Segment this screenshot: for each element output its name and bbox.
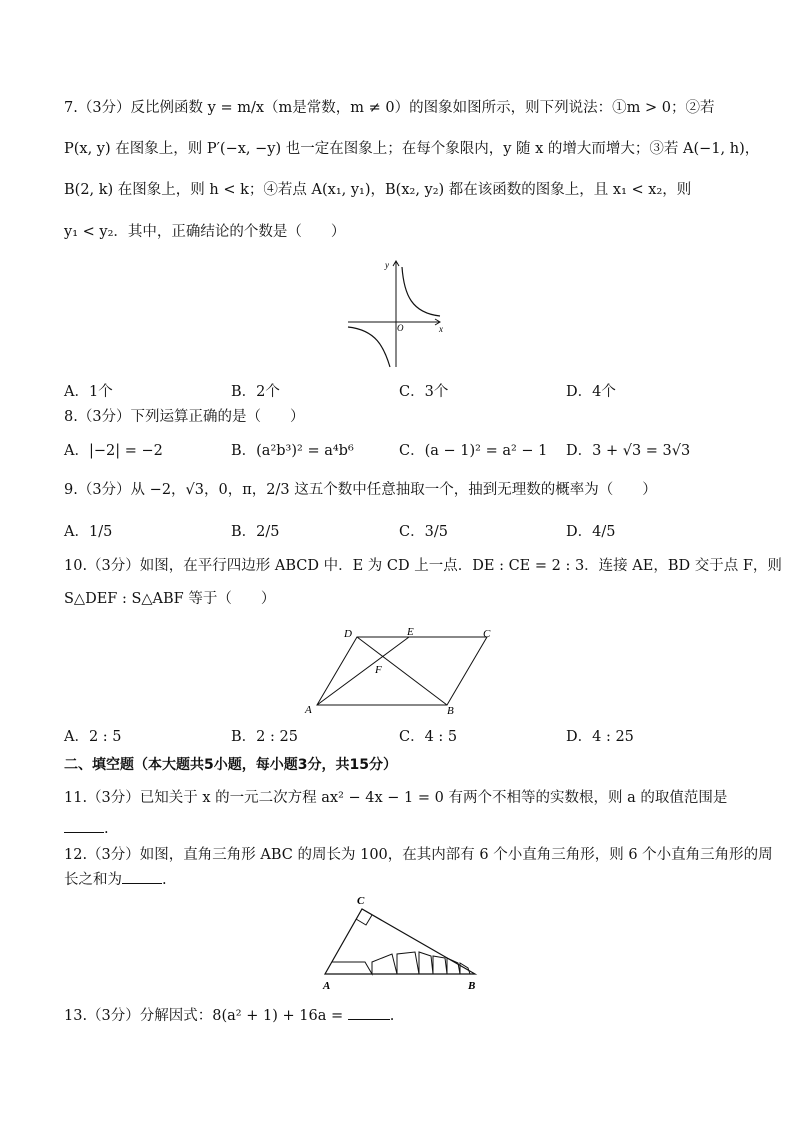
- q12-line-2: [64, 869, 167, 890]
- q13-answer-blank[interactable]: [348, 1005, 390, 1020]
- q9-stem: 9.（3分）从 −2，√3，0，π，2/3 这五个数中任意抽取一个，抽到无理数的概率为（ ）: [64, 482, 657, 498]
- q10-option-b: B．2 : 25: [231, 729, 298, 745]
- q11-line-2: [64, 818, 109, 839]
- q7-hyperbola-figure: [340, 255, 455, 370]
- q8-option-a: A．|−2| = −2: [64, 443, 163, 459]
- q7-option-b: B．2个: [231, 384, 280, 400]
- q10-line-1: 10.（3分）如图，在平行四边形 ABCD 中．E 为 CD 上一点．DE : CE = 2 : 3．连接 AE，BD 交于点 F，则: [64, 558, 782, 574]
- section-2-heading: 二、填空题（本大题共5小题，每小题3分，共15分）: [64, 757, 397, 773]
- q9-option-a: A．1/5: [64, 524, 113, 540]
- q11-answer-blank[interactable]: [64, 818, 104, 833]
- q10-label-b: B: [447, 705, 454, 717]
- q7-option-a: A．1个: [64, 384, 113, 400]
- q12-label-c: C: [357, 895, 365, 907]
- q10-label-a: A: [305, 704, 312, 716]
- q8-stem: 8.（3分）下列运算正确的是（ ）: [64, 409, 305, 425]
- q12-line-end: .: [162, 872, 167, 888]
- q7-y-axis-label: y: [385, 260, 389, 270]
- q12-line-1: 12.（3分）如图，直角三角形 ABC 的周长为 100，在其内部有 6 个小直角三角形，则 6 个小直角三角形的周: [64, 847, 773, 863]
- q9-option-b: B．2/5: [231, 524, 280, 540]
- q12-answer-blank[interactable]: [122, 869, 162, 884]
- q10-line-2: S△DEF : S△ABF 等于（ ）: [64, 591, 276, 607]
- q9-option-c: C．3/5: [399, 524, 448, 540]
- q7-option-c: C．3个: [399, 384, 449, 400]
- q10-label-e: E: [407, 626, 414, 638]
- q10-option-d: D．4 : 25: [566, 729, 634, 745]
- q7-x-axis-label: x: [439, 324, 443, 334]
- q12-label-a: A: [323, 980, 331, 992]
- q13-stem: 13.（3分）分解因式：8(a² + 1) + 16a =: [64, 1008, 344, 1024]
- q8-option-d: D．3 + √3 = 3√3: [566, 443, 691, 459]
- q10-label-d: D: [344, 628, 352, 640]
- q7-line-2: P(x, y) 在图象上，则 P′(−x, −y) 也一定在图象上；在每个象限内，y 随 x 的增大而增大；③若 A(−1, h)，: [64, 141, 760, 157]
- q7-origin-label: O: [397, 323, 404, 333]
- q10-label-c: C: [483, 628, 491, 640]
- q12-line-2-text: 长之和为: [64, 872, 122, 888]
- q10-option-c: C．4 : 5: [399, 729, 458, 745]
- q7-option-d: D．4个: [566, 384, 616, 400]
- q12-label-b: B: [468, 980, 476, 992]
- q10-parallelogram-figure: [300, 625, 500, 717]
- q13-line-end: .: [389, 1008, 395, 1024]
- q8-option-b: B．(a²b³)² = a⁴b⁶: [231, 443, 354, 459]
- q10-label-f: F: [375, 664, 382, 676]
- q11-line-1: 11.（3分）已知关于 x 的一元二次方程 ax² − 4x − 1 = 0 有两个不相等的实数根，则 a 的取值范围是: [64, 790, 728, 806]
- q7-line-3: B(2, k) 在图象上，则 h < k；④若点 A(x₁, y₁)，B(x₂, y₂) 都在该函数的图象上，且 x₁ < x₂，则: [64, 182, 692, 198]
- q9-option-d: D．4/5: [566, 524, 616, 540]
- q11-line-end: .: [104, 821, 109, 837]
- q7-line-1: 7.（3分）反比例函数 y = m/x（m是常数，m ≠ 0）的图象如图所示，则下列说法：①m > 0；②若: [64, 100, 715, 116]
- q13-line: [64, 1005, 394, 1026]
- q7-line-4: y₁ < y₂．其中，正确结论的个数是（ ）: [64, 224, 346, 240]
- q12-triangle-figure: [315, 890, 490, 995]
- q10-option-a: A．2 : 5: [64, 729, 122, 745]
- q8-option-c: C．(a − 1)² = a² − 1: [399, 443, 548, 459]
